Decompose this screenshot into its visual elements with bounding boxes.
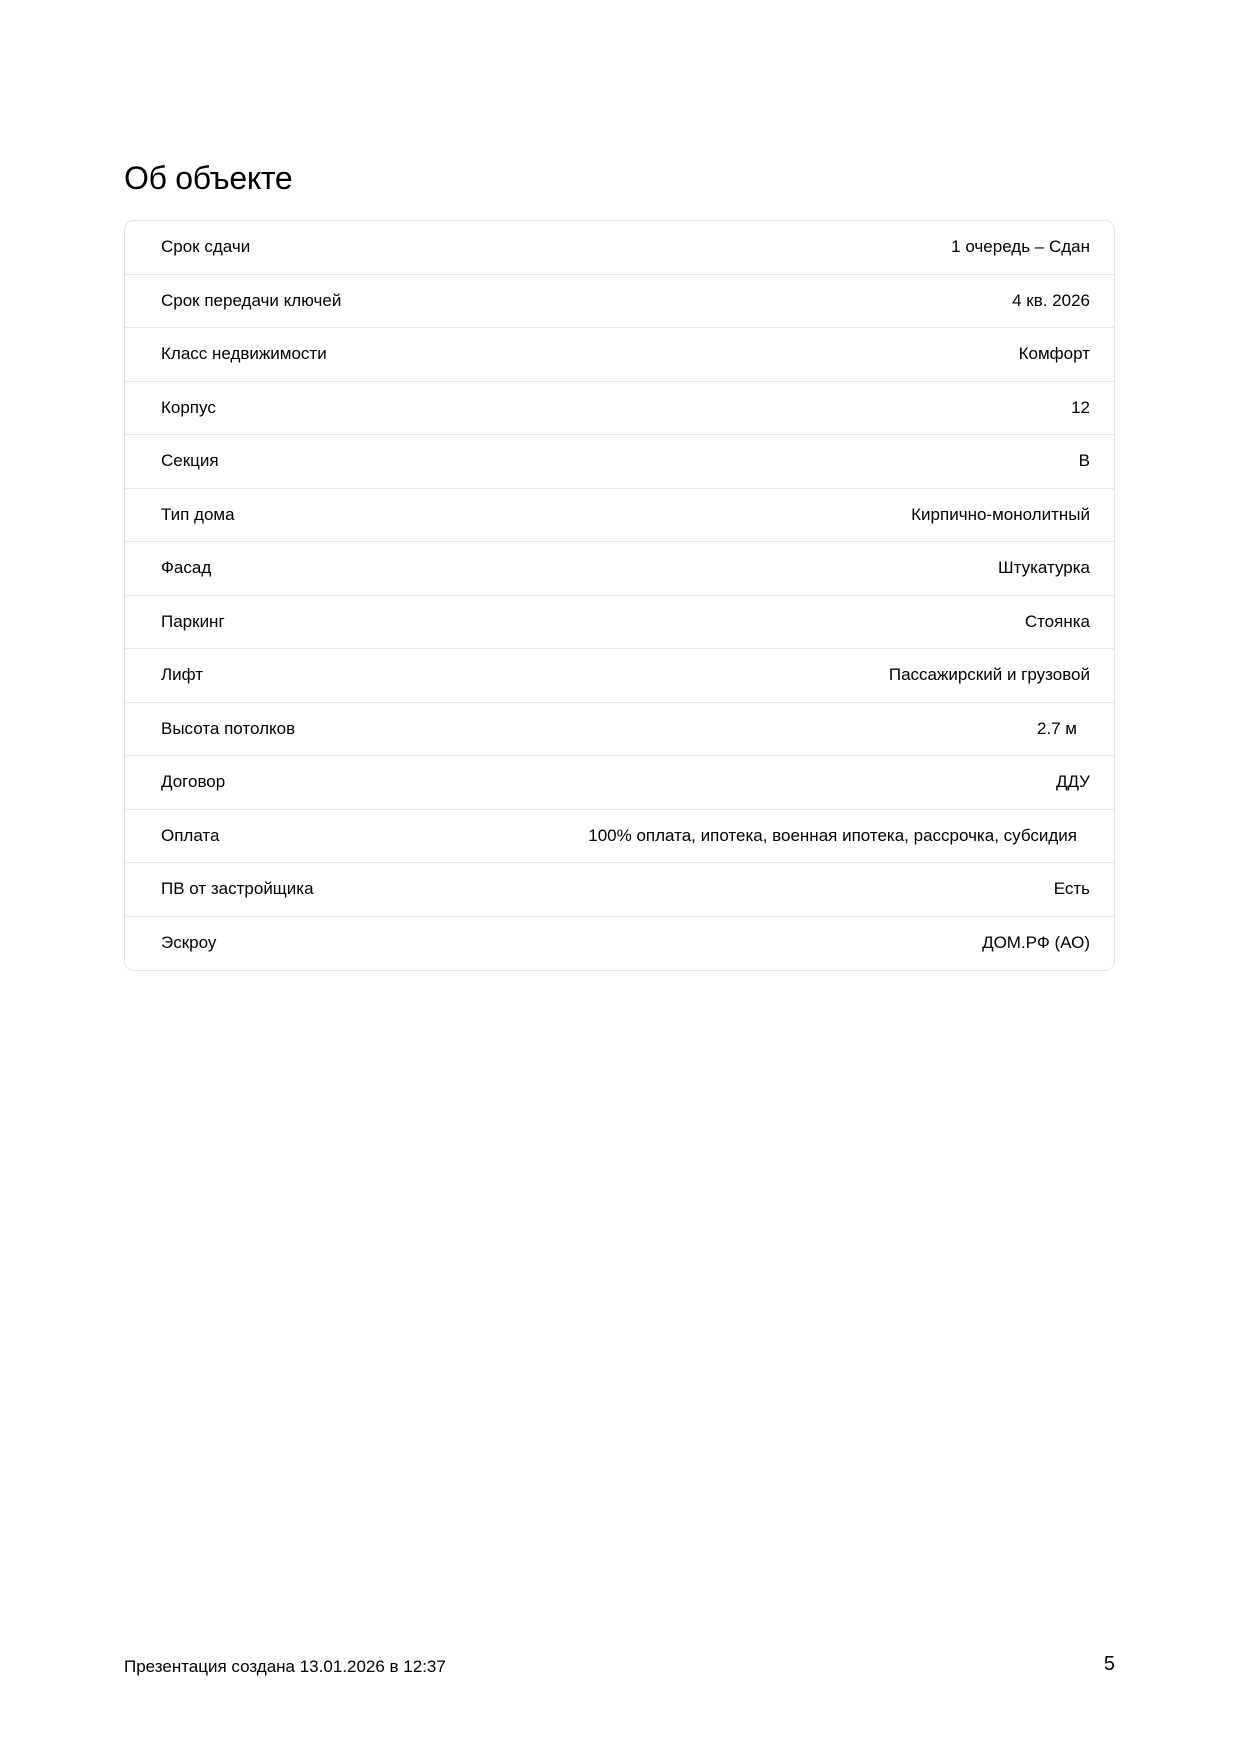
spec-label: Договор — [161, 772, 226, 792]
spec-value: ДОМ.РФ (АО) — [982, 933, 1090, 953]
spec-value: 100% оплата, ипотека, военная ипотека, рассрочка, субсидия — [588, 825, 1077, 845]
spec-row-parking — [125, 596, 1114, 650]
spec-label: Эскроу — [161, 933, 217, 953]
spec-label: Корпус — [161, 397, 216, 417]
spec-label: Класс недвижимости — [161, 344, 327, 364]
spec-value: Комфорт — [1018, 344, 1090, 364]
spec-row-property-class — [125, 328, 1114, 382]
spec-label: Тип дома — [161, 504, 235, 524]
property-specs-table — [124, 220, 1115, 971]
page-title: Об объекте — [124, 160, 293, 196]
spec-label: Высота потолков — [161, 718, 296, 738]
spec-row-section — [125, 435, 1114, 489]
spec-value: Штукатурка — [998, 558, 1090, 578]
spec-row-facade — [125, 542, 1114, 596]
page-number: 5 — [1103, 1653, 1115, 1675]
spec-row-developer-down-payment — [125, 863, 1114, 917]
spec-label: Секция — [161, 451, 219, 471]
spec-row-completion-date — [125, 221, 1114, 275]
spec-value: 1 очередь – Сдан — [951, 237, 1090, 257]
spec-label: ПВ от застройщика — [161, 879, 314, 899]
spec-value: Стоянка — [1024, 611, 1090, 631]
spec-label: Срок передачи ключей — [161, 290, 342, 310]
spec-label: Фасад — [161, 558, 212, 578]
spec-label: Оплата — [161, 825, 220, 845]
spec-label: Паркинг — [161, 611, 225, 631]
spec-value: 2.7 м — [1036, 718, 1077, 738]
spec-row-ceiling-height — [125, 703, 1114, 757]
spec-value: 4 кв. 2026 — [1012, 290, 1090, 310]
spec-value: 12 — [1071, 397, 1090, 417]
spec-row-elevator — [125, 649, 1114, 703]
spec-row-key-handover — [125, 275, 1114, 329]
spec-value: Кирпично-монолитный — [911, 504, 1090, 524]
spec-value: Есть — [1053, 879, 1090, 899]
spec-row-house-type — [125, 489, 1114, 543]
spec-row-escrow — [125, 917, 1114, 971]
footer-creation-date: Презентация создана 13.01.2026 в 12:37 — [124, 1657, 446, 1676]
spec-value: В — [1078, 451, 1090, 471]
spec-row-building — [125, 382, 1114, 436]
spec-value: Пассажирский и грузовой — [888, 665, 1090, 685]
spec-value: ДДУ — [1055, 772, 1090, 792]
spec-row-contract — [125, 756, 1114, 810]
spec-label: Лифт — [161, 665, 204, 685]
spec-label: Срок сдачи — [161, 237, 251, 257]
spec-row-payment — [125, 810, 1114, 864]
